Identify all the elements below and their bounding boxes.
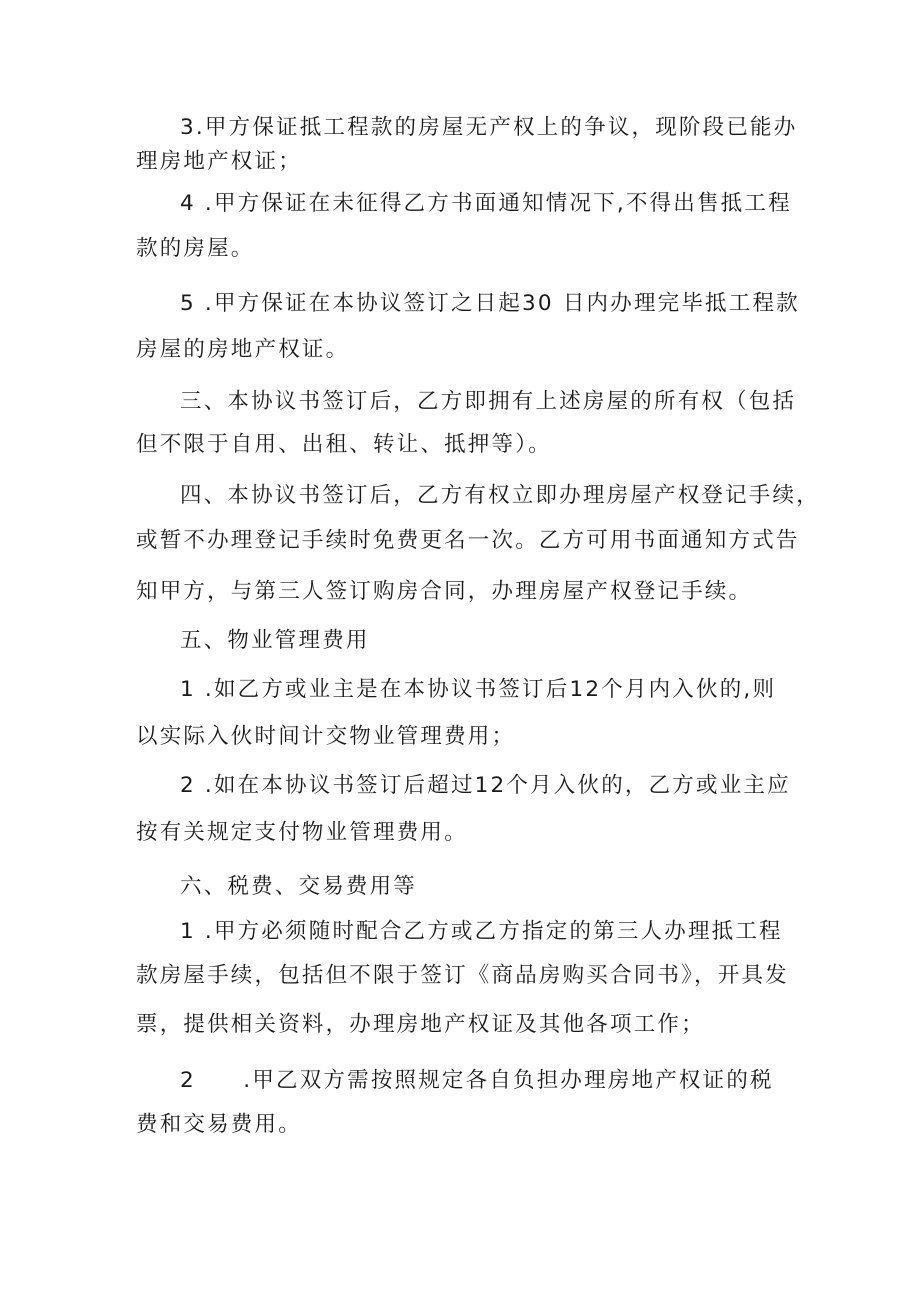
item-3-line-2: 理房地产权证； (136, 149, 302, 174)
section-3-line-2: 但不限于自用、出租、转让、抵押等）。 (136, 432, 552, 457)
section-6-item-1-line-3: 票，提供相关资料，办理房地产权证及其他各项工作； (136, 1012, 705, 1037)
section-6-item-1-line-1: 1 .甲方必须随时配合乙方或乙方指定的第三人办理抵工程 (180, 919, 783, 944)
section-5-item-2-line-1: 2 .如在本协议书签订后超过12个月入伙的，乙方或业主应 (180, 773, 791, 798)
section-6-item-2-line-2: 费和交易费用。 (136, 1112, 302, 1137)
section-5-item-2-line-2: 按有关规定支付物业管理费用。 (136, 820, 468, 845)
item-4-line-2: 款的房屋。 (136, 236, 255, 261)
section-5-heading: 五、物业管理费用 (180, 628, 370, 653)
section-4-line-1: 四、本协议书签订后，乙方有权立即办理房屋产权登记手续， (180, 483, 820, 508)
item-5-line-1: 5 .甲方保证在本协议签订之日起30 日内办理完毕抵工程款 (180, 291, 800, 316)
section-5-item-1-line-2: 以实际入伙时间计交物业管理费用； (136, 724, 516, 749)
section-5-item-1-line-1: 1 .如乙方或业主是在本协议书签订后12个月内入伙的,则 (180, 677, 777, 702)
section-6-item-2-line-1: 2 .甲乙双方需按照规定各自负担办理房地产权证的税 (180, 1068, 774, 1093)
item-4-line-1: 4 .甲方保证在未征得乙方书面通知情况下,不得出售抵工程 (180, 191, 792, 216)
item-5-line-2: 房屋的房地产权证。 (136, 337, 350, 362)
section-6-heading: 六、税费、交易费用等 (180, 874, 418, 899)
section-4-line-3: 知甲方，与第三人签订购房合同，办理房屋产权登记手续。 (136, 579, 753, 604)
section-4-line-2: 或暂不办理登记手续时免费更名一次。乙方可用书面通知方式告 (136, 528, 800, 553)
item-3-line-1: 3.甲方保证抵工程款的房屋无产权上的争议，现阶段已能办 (180, 115, 798, 140)
section-3-line-1: 三、本协议书签订后，乙方即拥有上述房屋的所有权（包括 (180, 389, 797, 414)
section-6-item-1-line-2: 款房屋手续，包括但不限于签订《商品房购买合同书》，开具发 (136, 963, 789, 988)
